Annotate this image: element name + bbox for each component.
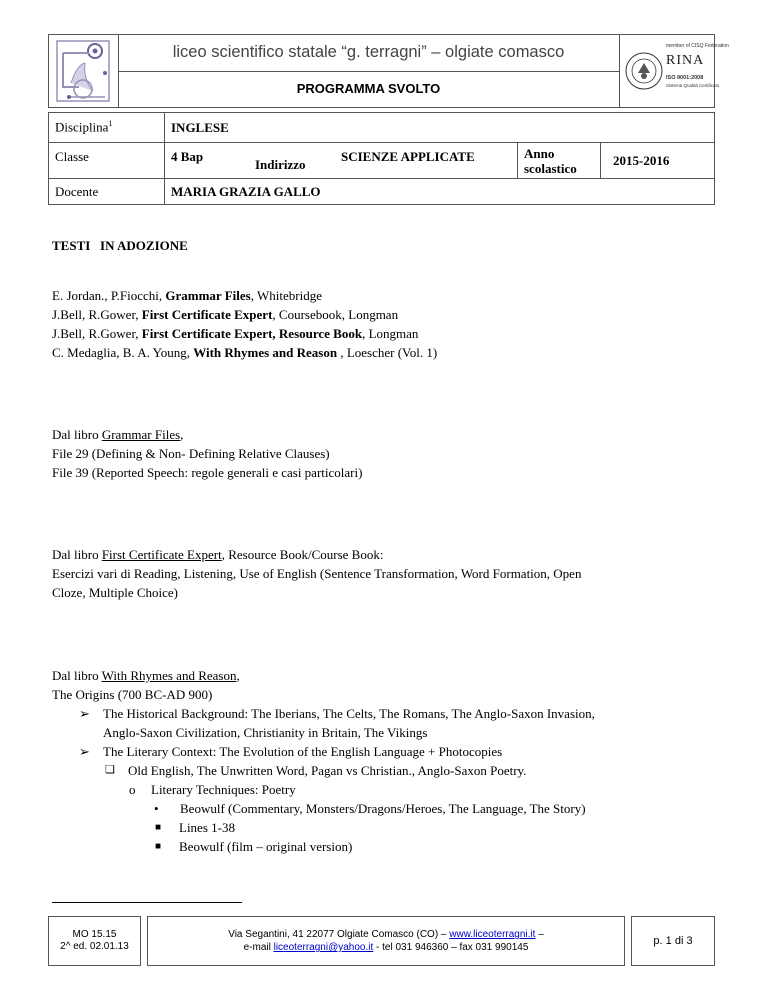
- classe-value: 4 Bap: [165, 143, 250, 179]
- document-header: [48, 34, 729, 108]
- book-item: [52, 286, 437, 305]
- footnote-ref: 1: [108, 119, 113, 128]
- arrow-bullet-icon: ➢: [79, 706, 90, 721]
- footnote-separator: [52, 902, 242, 903]
- book-publisher: , Loescher (Vol. 1): [337, 345, 438, 360]
- book-publisher: , Longman: [362, 326, 419, 341]
- book-title: With Rhymes and Reason: [193, 345, 338, 360]
- cert-iso: ISO 9001:2008: [666, 75, 704, 81]
- school-logo: [49, 35, 119, 107]
- rhymes-intro-pre: Dal libro: [52, 668, 102, 683]
- book-title: First Certificate Expert, Resource Book: [141, 326, 363, 341]
- anno-label: [518, 143, 601, 179]
- book-authors: J.Bell, R.Gower,: [52, 307, 142, 322]
- cert-brand: RINA: [666, 53, 705, 68]
- book-item: [52, 324, 437, 343]
- row-disciplina: [49, 113, 715, 143]
- circle-bullet-icon: o: [129, 782, 136, 797]
- footer-email-label: e-mail: [243, 942, 274, 953]
- footer-address: [147, 916, 625, 966]
- book-publisher: , Coursebook, Longman: [272, 307, 399, 322]
- certification-seal-icon: [624, 51, 664, 91]
- grammar-section: [52, 425, 362, 482]
- grammar-intro-pre: Dal libro: [52, 427, 102, 442]
- film-line: Beowulf (film – original version): [179, 839, 353, 854]
- docente-value: MARIA GRAZIA GALLO: [165, 179, 715, 205]
- disciplina-label-cell: [49, 113, 165, 143]
- rhymes-intro-post: ,: [236, 668, 240, 683]
- grammar-intro-post: ,: [180, 427, 184, 442]
- course-info-table: [48, 112, 715, 205]
- anno-label-line1: Anno: [524, 145, 555, 161]
- row-docente: [49, 179, 715, 205]
- footer-doc-code: [48, 916, 141, 966]
- grammar-book-name: Grammar Files: [101, 427, 181, 442]
- book-title: Grammar Files: [165, 288, 251, 303]
- book-authors: E. Jordan., P.Fiocchi,: [52, 288, 166, 303]
- book-title: First Certificate Expert: [141, 307, 273, 322]
- footer-dash: –: [535, 929, 544, 940]
- fce-exercises-line: Cloze, Multiple Choice): [52, 585, 179, 600]
- fce-exercises-line: Esercizi vari di Reading, Listening, Use of English (Sentence Transformation, Word Formation, Open: [52, 566, 582, 581]
- footer-address-text: Via Segantini, 41 22077 Olgiate Comasco (CO) –: [228, 929, 450, 940]
- footer-phones: - tel 031 946360 – fax 031 990145: [373, 942, 529, 953]
- indirizzo-value: SCIENZE APPLICATE: [331, 143, 518, 179]
- square-bullet-icon: ■: [155, 841, 162, 852]
- techniques-line: Literary Techniques: Poetry: [151, 782, 296, 797]
- anno-value: 2015-2016: [601, 143, 715, 179]
- grammar-intro: [52, 425, 362, 444]
- email-link[interactable]: liceoterragni@yahoo.it: [273, 942, 374, 953]
- square-bullet-icon: ❑: [105, 764, 115, 776]
- beowulf-line: Beowulf (Commentary, Monsters/Dragons/Heroes, The Language, The Story): [180, 801, 586, 816]
- dot-bullet-icon: •: [154, 801, 159, 816]
- fce-section: [52, 545, 732, 602]
- book-item: [52, 305, 437, 324]
- school-name: liceo scientifico statale “g. terragni” – olgiate comasco: [118, 35, 619, 72]
- lines-line: Lines 1-38: [179, 820, 235, 835]
- book-list: [52, 286, 437, 362]
- fce-intro-pre: Dal libro: [52, 547, 102, 562]
- docente-label: Docente: [49, 179, 165, 205]
- disciplina-label: Disciplina: [55, 119, 109, 135]
- section-heading-testi: TESTI IN ADOZIONE: [52, 238, 188, 253]
- footer-code-2: 2^ ed. 02.01.13: [60, 941, 129, 952]
- cert-member-line: member of CISQ Federation: [666, 43, 729, 49]
- anno-label-line2: scolastico: [524, 160, 577, 176]
- rhymes-book-name: With Rhymes and Reason: [101, 668, 237, 683]
- school-logo-icon: [49, 35, 118, 107]
- fce-intro: [52, 545, 732, 564]
- historical-line-1: The Historical Background: The Iberians, The Celts, The Romans, The Anglo-Saxon Invasion,: [103, 706, 595, 721]
- grammar-file-line: File 39 (Reported Speech: regole generali e casi particolari): [52, 465, 363, 480]
- arrow-bullet-icon: ➢: [79, 744, 90, 759]
- historical-line-2: Anglo-Saxon Civilization, Christianity in Britain, The Vikings: [103, 725, 428, 740]
- row-classe: [49, 143, 715, 179]
- book-item: [52, 343, 437, 362]
- page-number: p. 1 di 3: [631, 916, 715, 966]
- square-bullet-icon: ■: [155, 822, 162, 833]
- cert-system: Sistema Qualità Certificato: [666, 83, 720, 88]
- book-publisher: , Whitebridge: [250, 288, 322, 303]
- certification-block: [619, 35, 729, 107]
- disciplina-value: INGLESE: [165, 113, 715, 143]
- document-footer: [48, 916, 715, 966]
- literary-context: The Literary Context: The Evolution of the English Language + Photocopies: [103, 744, 503, 759]
- rhymes-intro: [52, 666, 240, 685]
- indirizzo-label: Indirizzo: [249, 143, 331, 179]
- old-english-line: Old English, The Unwritten Word, Pagan vs Christian., Anglo-Saxon Poetry.: [128, 763, 527, 778]
- footer-contact-line: [148, 941, 624, 954]
- document-type: PROGRAMMA SVOLTO: [296, 81, 441, 96]
- book-authors: C. Medaglia, B. A. Young,: [52, 345, 194, 360]
- grammar-file-line: File 29 (Defining & Non- Defining Relative Clauses): [52, 446, 330, 461]
- website-link[interactable]: www.liceoterragni.it: [449, 929, 536, 940]
- footer-address-line: [148, 928, 624, 941]
- classe-label: Classe: [49, 143, 165, 179]
- fce-intro-post: , Resource Book/Course Book:: [221, 547, 384, 562]
- book-authors: J.Bell, R.Gower,: [52, 326, 142, 341]
- fce-book-name: First Certificate Expert: [101, 547, 222, 562]
- footer-code-1: MO 15.15: [72, 929, 117, 940]
- origins-heading: The Origins (700 BC-AD 900): [52, 687, 213, 702]
